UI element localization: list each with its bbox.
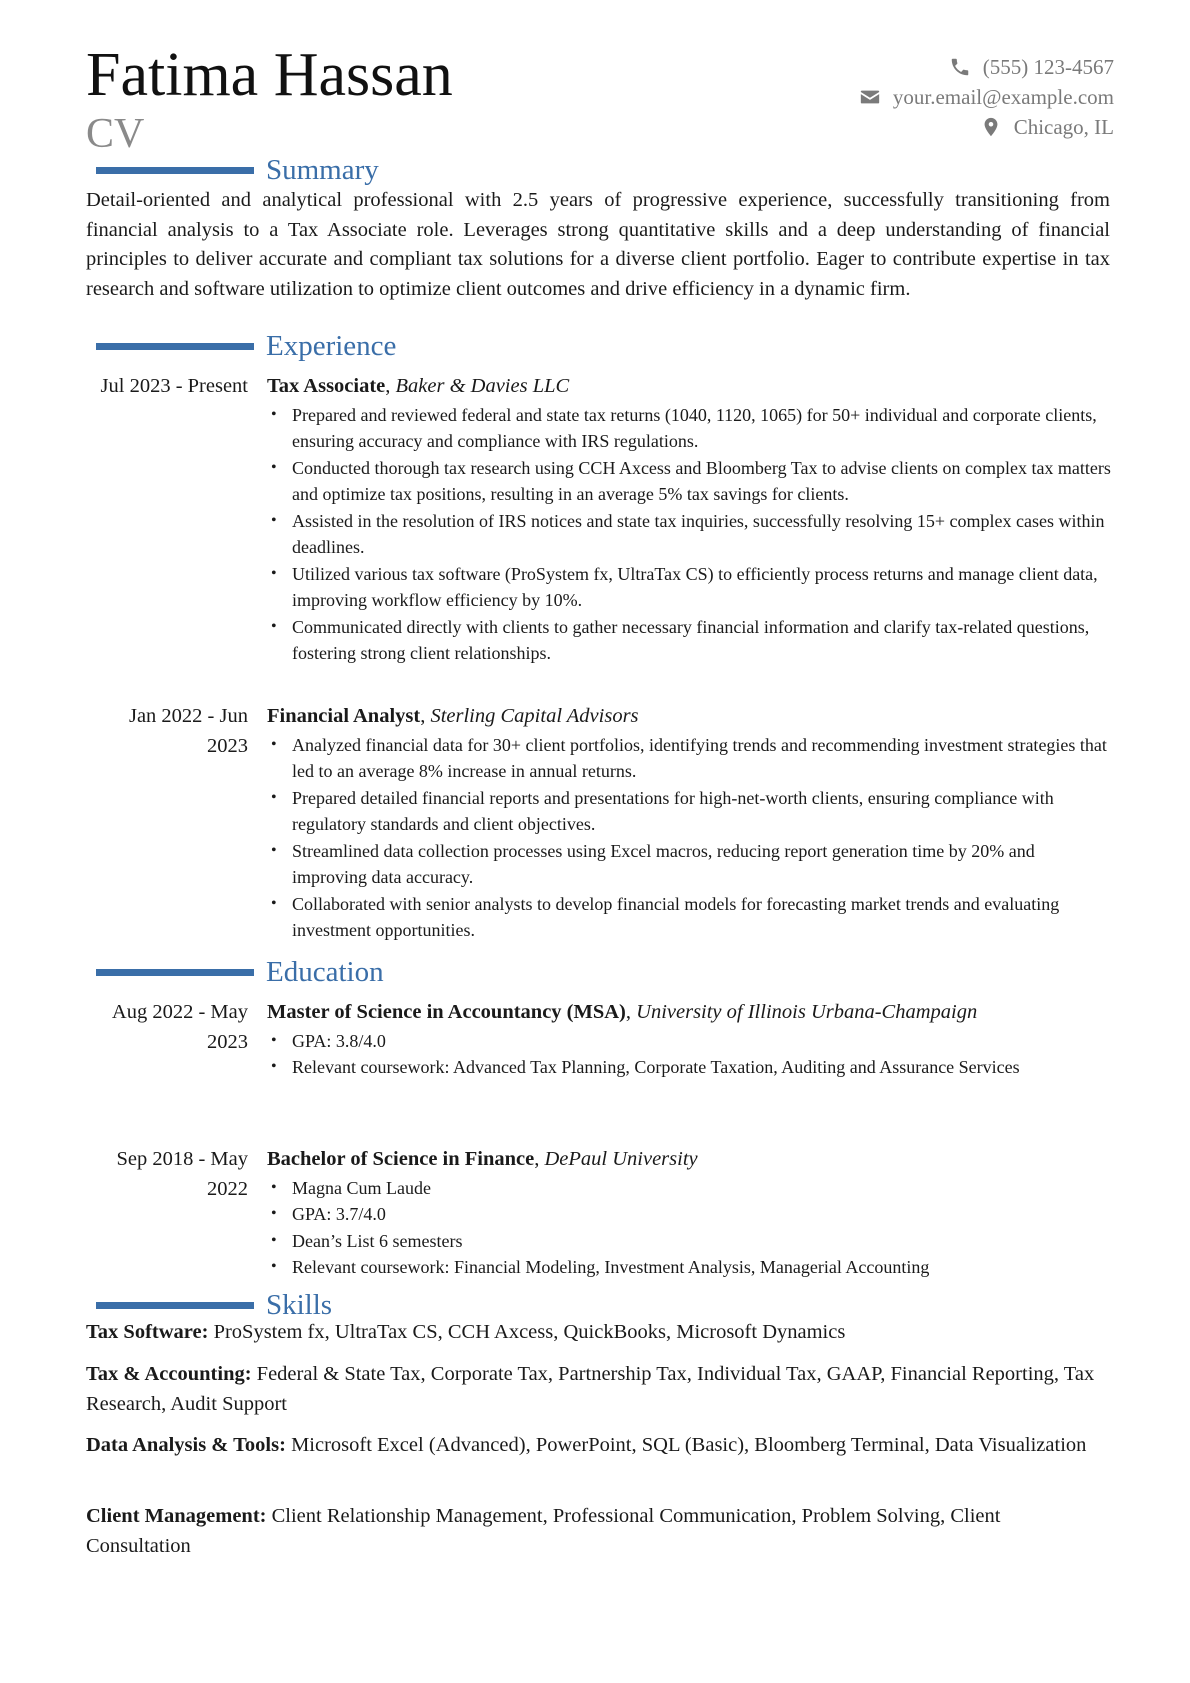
phone-icon — [949, 56, 971, 78]
entry-organization: Sterling Capital Advisors — [430, 705, 639, 727]
entry-heading: Tax Associate, Baker & Davies LLC — [267, 375, 570, 397]
bullet-item: • Assisted in the resolution of IRS notices and state tax inquiries, successfully resolving 15+ complex cases within deadlines. — [267, 508, 1114, 561]
skill-row — [86, 1360, 1110, 1419]
skill-label: Tax & Accounting: — [86, 1363, 252, 1385]
bullet-item: • Dean’s List 6 semesters — [267, 1228, 1114, 1255]
entry-institution: University of Illinois Urbana-Champaign — [636, 1001, 978, 1023]
bullet-item: • Prepared detailed financial reports and presentations for high-net-worth clients, ensuring compliance with regulatory standards and client objectives. — [267, 785, 1114, 838]
resume-page — [86, 0, 1114, 1683]
section-title: Education — [266, 955, 384, 988]
entry-heading: Master of Science in Accountancy (MSA), University of Illinois Urbana-Champaign — [267, 1001, 978, 1023]
section-title: Experience — [266, 329, 397, 362]
contact-location-text: Chicago, IL — [1013, 115, 1114, 139]
section-accent-bar — [96, 969, 254, 976]
skill-row — [86, 1318, 1110, 1348]
bullet-item: • Conducted thorough tax research using CCH Axcess and Bloomberg Tax to advise clients on complex tax matters and optimize tax positions, resulting in an average 5% tax savings for clients. — [267, 455, 1114, 508]
section-title: Skills — [266, 1288, 333, 1321]
skill-row — [86, 1502, 1110, 1561]
bullet-item: • Utilized various tax software (ProSystem fx, UltraTax CS) to efficiently process returns and manage client data, improving workflow efficiency by 10%. — [267, 561, 1114, 614]
section-education-heading — [86, 955, 384, 989]
entry-bullets — [267, 402, 1114, 667]
contact-phone[interactable] — [859, 52, 1114, 82]
bullet-item: • GPA: 3.7/4.0 — [267, 1201, 1114, 1228]
section-accent-bar — [96, 1302, 254, 1309]
contact-phone-text: (555) 123-4567 — [982, 55, 1114, 79]
summary-text: Detail-oriented and analytical professional with 2.5 years of progressive experience, successfully transitioning from financial analysis to a Tax Associate role. Leverages strong quantitative skills and a deep understanding of financial principles to deliver accurate and compliant tax solutions for a diverse client portfolio. Eager to contribute expertise in tax research and software utilization to optimize client outcomes and drive efficiency in a dynamic firm. — [86, 189, 1110, 300]
contact-location — [859, 112, 1114, 142]
contact-email[interactable] — [859, 82, 1114, 112]
section-accent-bar — [96, 343, 254, 350]
entry-role: Tax Associate — [267, 375, 386, 397]
entry-date: Sep 2018 - May 2022 — [116, 1148, 248, 1200]
envelope-icon — [859, 86, 881, 108]
document-subtitle: CV — [86, 111, 145, 157]
entry-degree: Master of Science in Accountancy (MSA) — [267, 1001, 626, 1023]
skill-value: ProSystem fx, UltraTax CS, CCH Axcess, QuickBooks, Microsoft Dynamics — [213, 1321, 846, 1343]
bullet-item: • Analyzed financial data for 30+ client portfolios, identifying trends and recommending investment strategies that led to an average 8% increase in annual returns. — [267, 732, 1114, 785]
contact-block — [859, 52, 1114, 142]
bullet-item: • Prepared and reviewed federal and state tax returns (1040, 1120, 1065) for 50+ individual and corporate clients, ensuring accuracy and compliance with IRS regulations. — [267, 402, 1114, 455]
bullet-item: • Relevant coursework: Financial Modeling, Investment Analysis, Managerial Accounting — [267, 1254, 1114, 1281]
skill-label: Data Analysis & Tools: — [86, 1434, 286, 1456]
skill-value: Client Relationship Management, Professional Communication, Problem Solving, Client Consultation — [86, 1505, 1001, 1557]
bullet-item: • Relevant coursework: Advanced Tax Planning, Corporate Taxation, Auditing and Assurance Services — [267, 1054, 1114, 1081]
location-pin-icon — [980, 116, 1002, 138]
entry-bullets — [267, 1175, 1114, 1281]
section-summary-heading — [86, 153, 379, 187]
section-skills-heading — [86, 1288, 332, 1322]
entry-organization: Baker & Davies LLC — [395, 375, 570, 397]
entry-date: Jul 2023 - Present — [100, 375, 248, 397]
bullet-item: • Streamlined data collection processes using Excel macros, reducing report generation time by 20% and improving data accuracy. — [267, 838, 1114, 891]
skill-label: Tax Software: — [86, 1321, 209, 1343]
skill-row — [86, 1431, 1110, 1461]
contact-email-text: your.email@example.com — [892, 85, 1114, 109]
entry-bullets — [267, 732, 1114, 944]
bullet-item: • Communicated directly with clients to gather necessary financial information and clarify tax-related questions, fostering strong client relationships. — [267, 614, 1114, 667]
section-accent-bar — [96, 167, 254, 174]
entry-institution: DePaul University — [544, 1148, 698, 1170]
section-experience-heading — [86, 329, 396, 363]
bullet-item: • Collaborated with senior analysts to develop financial models for forecasting market trends and evaluating investment opportunities. — [267, 891, 1114, 944]
entry-date: Jan 2022 - Jun 2023 — [128, 705, 248, 757]
section-title: Summary — [266, 153, 379, 186]
skill-label: Client Management: — [86, 1505, 267, 1527]
skill-value: Microsoft Excel (Advanced), PowerPoint, SQL (Basic), Bloomberg Terminal, Data Visualization — [291, 1434, 1087, 1456]
candidate-name: Fatima Hassan — [86, 41, 453, 109]
entry-heading: Bachelor of Science in Finance, DePaul University — [267, 1148, 698, 1170]
bullet-item: • Magna Cum Laude — [267, 1175, 1114, 1202]
entry-bullets — [267, 1028, 1114, 1081]
entry-date: Aug 2022 - May 2023 — [111, 1001, 248, 1053]
entry-degree: Bachelor of Science in Finance — [267, 1148, 535, 1170]
bullet-item: • GPA: 3.8/4.0 — [267, 1028, 1114, 1055]
skill-value: Federal & State Tax, Corporate Tax, Partnership Tax, Individual Tax, GAAP, Financial Reporting, Tax Research, Audit Support — [86, 1363, 1095, 1415]
entry-heading: Financial Analyst, Sterling Capital Advisors — [267, 705, 639, 727]
entry-role: Financial Analyst — [267, 705, 421, 727]
